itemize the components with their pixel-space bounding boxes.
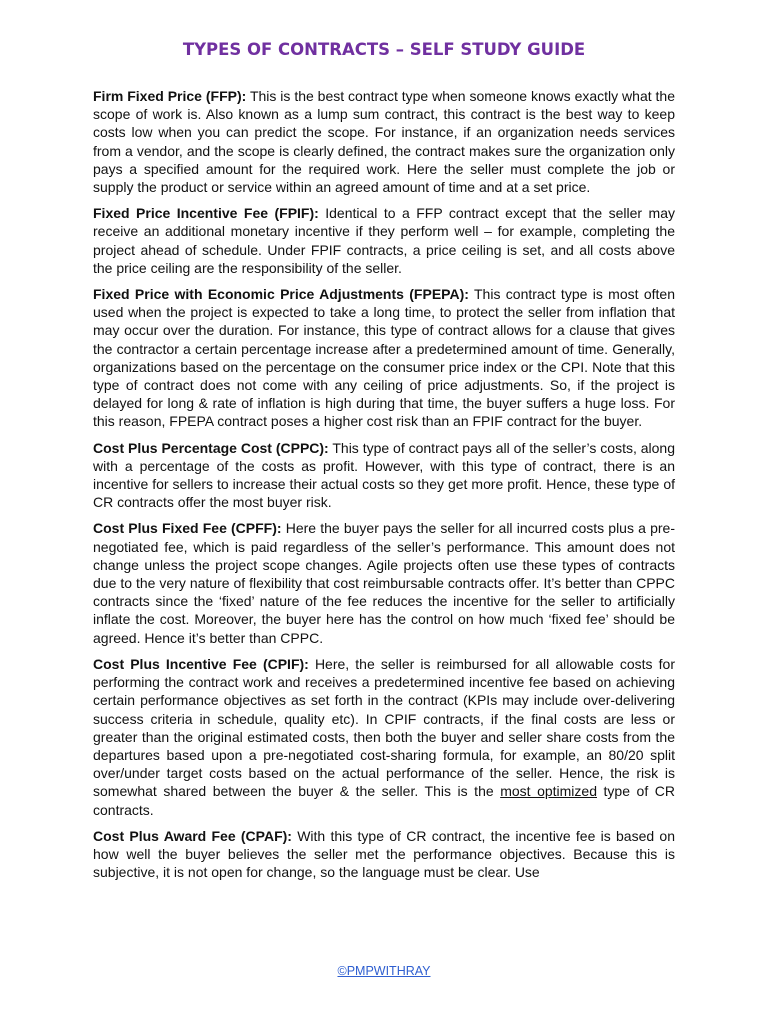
document-body (93, 87, 675, 889)
section-cppc (93, 439, 675, 512)
section-fpepa (93, 285, 675, 431)
section-cpif (93, 655, 675, 819)
section-cpff (93, 519, 675, 646)
section-fpif (93, 204, 675, 277)
text-fpepa: This contract type is most often used when the project is expected to take a long time, to protect the seller from inflation that may occur over the duration. For instance, this type of contract allows for a clause that gives the contractor a certain percentage increase after a predetermined amount of time. Generally, organizations based on the percentage on the consumer price index or the CPI. Note that this type of contract does not come with any ceiling of price adjustments. So, if the project is delayed for long & rate of inflation is high during that time, the buyer suffers a huge loss. For this reason, FPEPA contract poses a higher cost risk than an FPIF contract for the buyer. (93, 286, 675, 430)
term-ffp: Firm Fixed Price (FFP): (93, 88, 247, 104)
underlined-phrase: most optimized (500, 783, 597, 800)
section-cpaf (93, 827, 675, 882)
text-cpif: Here, the seller is reimbursed for all allowable costs for performing the contract work and receives a predetermined incentive fee based on achieving certain performance objectives as set forth in the contract (KPIs may include over-delivering success criteria in schedule, quality etc). In CPIF contracts, if the final costs are less or greater than the original estimated costs, then both the buyer and seller share costs from the departures based upon a pre-negotiated cost-sharing formula, for example, an 80/20 split over/under target costs based on the actual performance of the seller. Hence, the risk is somewhat shared between the buyer & the seller. This is the (93, 655, 675, 800)
term-cpff: Cost Plus Fixed Fee (CPFF): (93, 520, 282, 537)
term-fpif: Fixed Price Incentive Fee (FPIF): (93, 205, 319, 222)
text-ffp: This is the best contract type when someone knows exactly what the scope of work is. Also known as a lump sum contract, this contract is the best way to keep costs low when you can predict the scope. For instance, if an organization needs services from a vendor, and the scope is clearly defined, the contract makes sure the organization only pays a specified amount for the required work. Here the seller must complete the job or supply the product or service within an agreed amount of time and at a set price. (93, 88, 675, 196)
text-cpaf: With this type of CR contract, the incentive fee is based on how well the buyer believes the seller met the performance objectives. Because this is subjective, it is not open for change, so the language must be clear. Use (93, 827, 676, 881)
page-title: TYPES OF CONTRACTS – SELF STUDY GUIDE (182, 40, 586, 59)
text-cpff: Here the buyer pays the seller for all incurred costs plus a pre-negotiated fee, which is paid regardless of the seller’s performance. This amount does not change unless the project scope changes. Agile projects often use these types of contracts due to the very nature of flexibility that cost reimbursable contracts offer. It’s better than CPPC contracts since the ‘fixed’ nature of the fee reduces the incentive for the seller to artificially inflate the cost. Moreover, the buyer here has the control on how much ‘fixed fee’ should be agreed. Hence it’s better than CPPC. (93, 520, 675, 646)
footer-link[interactable]: ©PMPWITHRAY (337, 964, 431, 978)
text-cpif-after: type of CR contracts. (93, 783, 675, 818)
text-cppc: This type of contract pays all of the seller’s costs, along with a percentage of the costs as profit. However, with this type of contract, there is an incentive for sellers to increase their actual costs so they get more profit. Hence, these type of CR contracts offer the most buyer risk. (93, 439, 676, 511)
footer (0, 964, 768, 978)
term-cppc: Cost Plus Percentage Cost (CPPC): (93, 439, 329, 456)
term-cpaf: Cost Plus Award Fee (CPAF): (93, 827, 292, 844)
section-ffp (93, 87, 675, 196)
text-fpif: Identical to a FFP contract except that the seller may receive an additional monetary incentive if they perform well – for example, completing the project ahead of schedule. Under FPIF contracts, a price ceiling is set, and all costs above the price ceiling are the responsibility of the seller. (93, 205, 675, 276)
term-fpepa: Fixed Price with Economic Price Adjustments (FPEPA): (93, 286, 469, 303)
term-cpif: Cost Plus Incentive Fee (CPIF): (93, 655, 309, 672)
